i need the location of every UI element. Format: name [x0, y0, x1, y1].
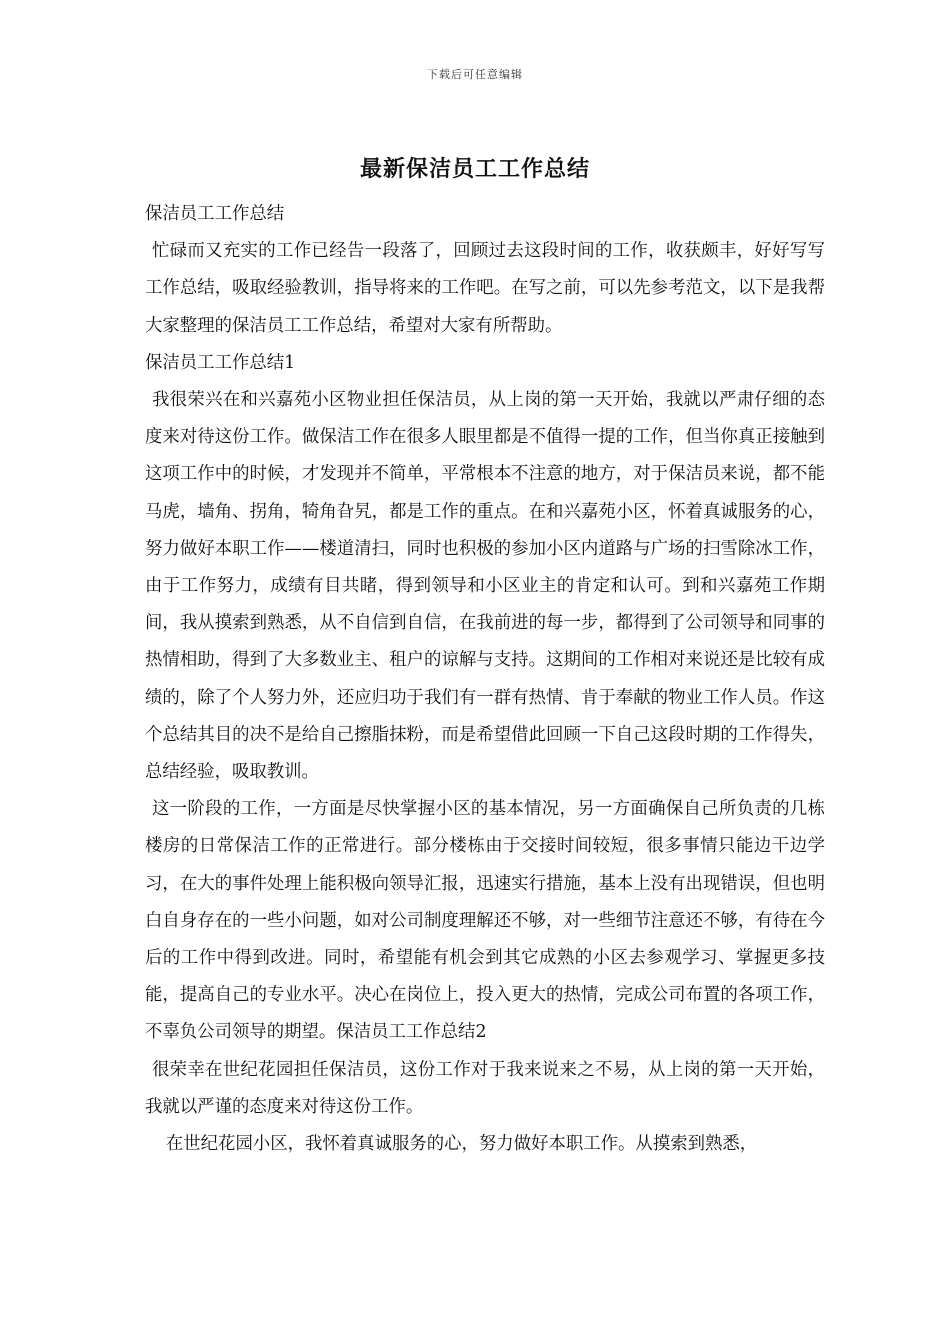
section-1-paragraph-1: 我很荣兴在和兴嘉苑小区物业担任保洁员，从上岗的第一天开始，我就以严肃仔细的态度来对待这份工作。做保洁工作在很多人眼里都是不值得一提的工作，但当你真正接触到这项工作中的时候，才发现并不简单，平常根本不注意的地方，对于保洁员来说，都不能马虎，墙角、拐角，犄角旮旯，都是工作的重点。在和兴嘉苑小区，怀着真诚服务的心，努力做好本职工作——楼道清扫，同时也积极的参加小区内道路与广场的扫雪除冰工作，由于工作努力，成绩有目共睹，得到领导和小区业主的肯定和认可。到和兴嘉苑工作期间，我从摸索到熟悉，从不自信到自信，在我前进的每一步，都得到了公司领导和同事的热情相助，得到了大多数业主、租户的谅解与支持。这期间的工作相对来说还是比较有成绩的，除了个人努力外，还应归功于我们有一群有热情、肯于奉献的物业工作人员。作这个总结其目的决不是给自己擦脂抹粉，而是希望借此回顾一下自己这段时期的工作得失，总结经验，吸取教训。	[145, 390, 825, 783]
header-note: 下载后可任意编辑	[427, 68, 523, 81]
section-2-paragraph-1: 很荣幸在世纪花园担任保洁员，这份工作对于我来说来之不易，从上岗的第一天开始，我就以严谨的态度来对待这份工作。	[145, 1059, 825, 1117]
section-2-heading: 保洁员工工作总结2	[336, 1022, 487, 1043]
section-1-paragraph-2	[145, 791, 825, 1051]
intro-paragraph: 忙碌而又充实的工作已经告一段落了，回顾过去这段时间的工作，收获颇丰，好好写写工作总结，吸取经验教训，指导将来的工作吧。在写之前，可以先参考范文，以下是我帮大家整理的保洁员工工作总结，希望对大家有所帮助。	[145, 241, 825, 336]
section-2-paragraph-2: 在世纪花园小区，我怀着真诚服务的心，努力做好本职工作。从摸索到熟悉，	[165, 1134, 758, 1155]
section-1-paragraph-2-text: 这一阶段的工作，一方面是尽快掌握小区的基本情况，另一方面确保自己所负责的几栋楼房的日常保洁工作的正常进行。部分楼栋由于交接时间较短，很多事情只能边干边学习，在大的事件处理上能积极向领导汇报，迅速实行措施，基本上没有出现错误，但也明白自身存在的一些小问题，如对公司制度理解还不够，对一些细节注意还不够，有待在今后的工作中得到改进。同时，希望能有机会到其它成熟的小区去参观学习、掌握更多技能，提高自己的专业水平。决心在岗位上，投入更大的热情，完成公司布置的各项工作，不辜负公司领导的期望。	[145, 799, 825, 1043]
page-title: 最新保洁员工工作总结	[359, 156, 590, 182]
section-1-heading: 保洁员工工作总结1	[145, 352, 296, 373]
subtitle: 保洁员工工作总结	[145, 204, 285, 224]
document-body	[145, 196, 825, 1163]
